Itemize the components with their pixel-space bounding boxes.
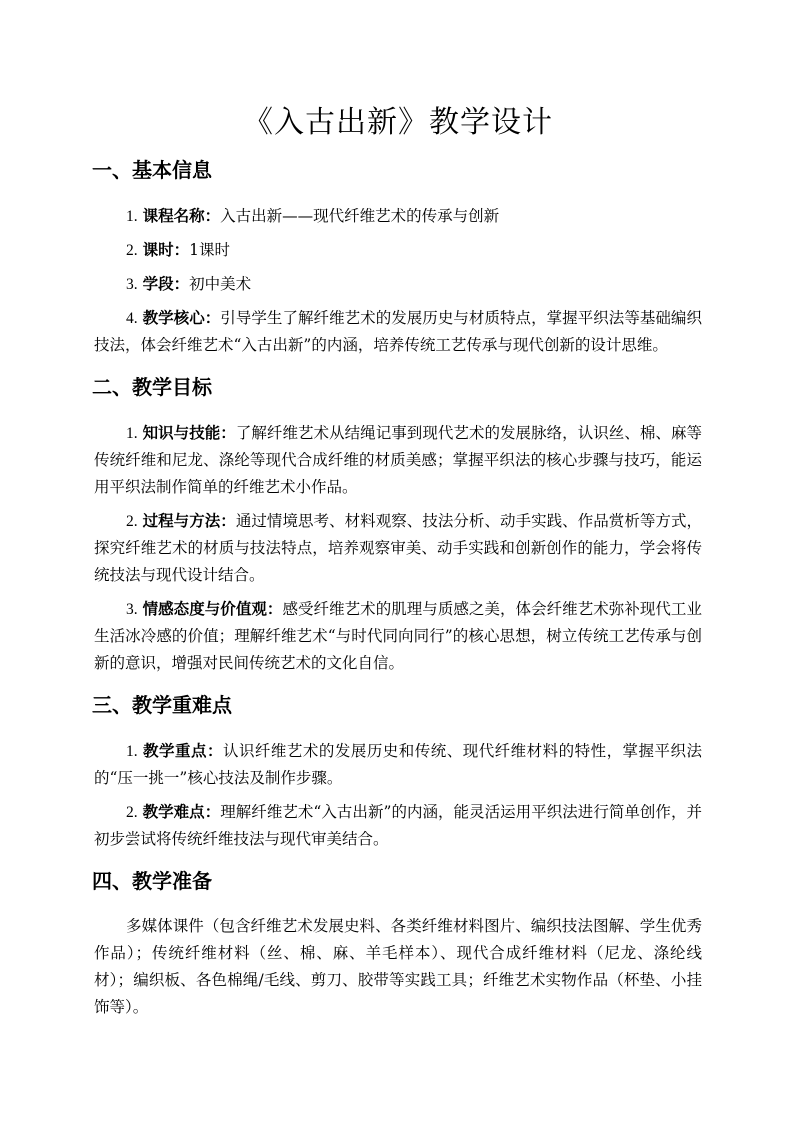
item-number: 2.: [126, 242, 138, 259]
section-basic-info: [94, 156, 702, 359]
item-number: 3.: [126, 276, 138, 293]
item-key: 课时：: [142, 240, 190, 259]
item-key: 课程名称：: [142, 206, 221, 225]
section-teaching-goals: [94, 373, 702, 677]
info-item-core: [94, 304, 702, 359]
goal-item-values: [94, 595, 702, 677]
item-number: 1.: [126, 425, 138, 442]
item-number: 1.: [126, 743, 138, 760]
info-item-stage: [94, 270, 702, 298]
item-number: 1.: [126, 208, 138, 225]
item-key: 教学核心：: [142, 308, 221, 327]
section-heading: 一、基本信息: [92, 158, 212, 182]
key-item-focus: [94, 737, 702, 792]
item-text: 感受纤维艺术的肌理与质感之美，体会纤维艺术弥补现代工业生活冰冷感的价值；理解纤维艺术“与时代同向同行”的核心思想，树立传统工艺传承与创新的意识，增强对民间传统艺术的文化自信。: [94, 600, 702, 672]
item-key: 教学难点：: [142, 802, 221, 821]
item-text: 理解纤维艺术“入古出新”的内涵，能灵活运用平织法进行简单创作，并初步尝试将传统纤维技法与现代审美结合。: [94, 803, 702, 848]
item-key: 过程与方法：: [142, 511, 236, 530]
item-text: 1课时: [189, 241, 230, 259]
item-key: 情感态度与价值观：: [142, 599, 283, 618]
item-text: 通过情境思考、材料观察、技法分析、动手实践、作品赏析等方式，探究纤维艺术的材质与技法特点，培养观察审美、动手实践和创新创作的能力，学会将传统技法与现代设计结合。: [94, 512, 702, 584]
goal-item-process: [94, 507, 702, 589]
preparation-text: 多媒体课件（包含纤维艺术发展史料、各类纤维材料图片、编织技法图解、学生优秀作品）；传统纤维材料（丝、棉、麻、羊毛样本）、现代合成纤维材料（尼龙、涤纶线材）；编织板、各色棉绳/毛线、剪刀、胶带等实践工具；纤维艺术实物作品（杯垫、小挂饰等）。: [94, 917, 702, 1016]
document-title: 《入古出新》教学设计: [243, 105, 553, 140]
info-item-hours: [94, 236, 702, 264]
section-heading: 四、教学准备: [92, 869, 212, 893]
item-number: 4.: [126, 310, 138, 327]
item-number: 3.: [126, 601, 138, 618]
item-text: 认识纤维艺术的发展历史和传统、现代纤维材料的特性，掌握平织法的“压一挑一”核心技法及制作步骤。: [94, 742, 702, 787]
section-heading: 二、教学目标: [92, 375, 212, 399]
item-number: 2.: [126, 804, 138, 821]
item-key: 学段：: [142, 274, 190, 293]
item-text: 了解纤维艺术从结绳记事到现代艺术的发展脉络，认识丝、棉、麻等传统纤维和尼龙、涤纶等现代合成纤维的材质美感；掌握平织法的核心步骤与技巧，能运用平织法制作简单的纤维艺术小作品。: [94, 424, 702, 496]
info-item-course-name: [94, 202, 702, 230]
section-heading: 三、教学重难点: [92, 693, 232, 717]
item-key: 知识与技能：: [142, 423, 236, 442]
section-preparation: [94, 867, 702, 1021]
item-key: 教学重点：: [143, 741, 223, 760]
item-text: 入古出新——现代纤维艺术的传承与创新: [220, 207, 500, 225]
item-text: 初中美术: [189, 275, 252, 293]
item-text: 引导学生了解纤维艺术的发展历史与材质特点，掌握平织法等基础编织技法，体会纤维艺术“入古出新”的内涵，培养传统工艺传承与现代创新的设计思维。: [94, 309, 702, 354]
item-number: 2.: [126, 513, 138, 530]
key-item-difficulty: [94, 798, 702, 853]
section-key-difficulties: [94, 691, 702, 853]
goal-item-knowledge: [94, 419, 702, 501]
